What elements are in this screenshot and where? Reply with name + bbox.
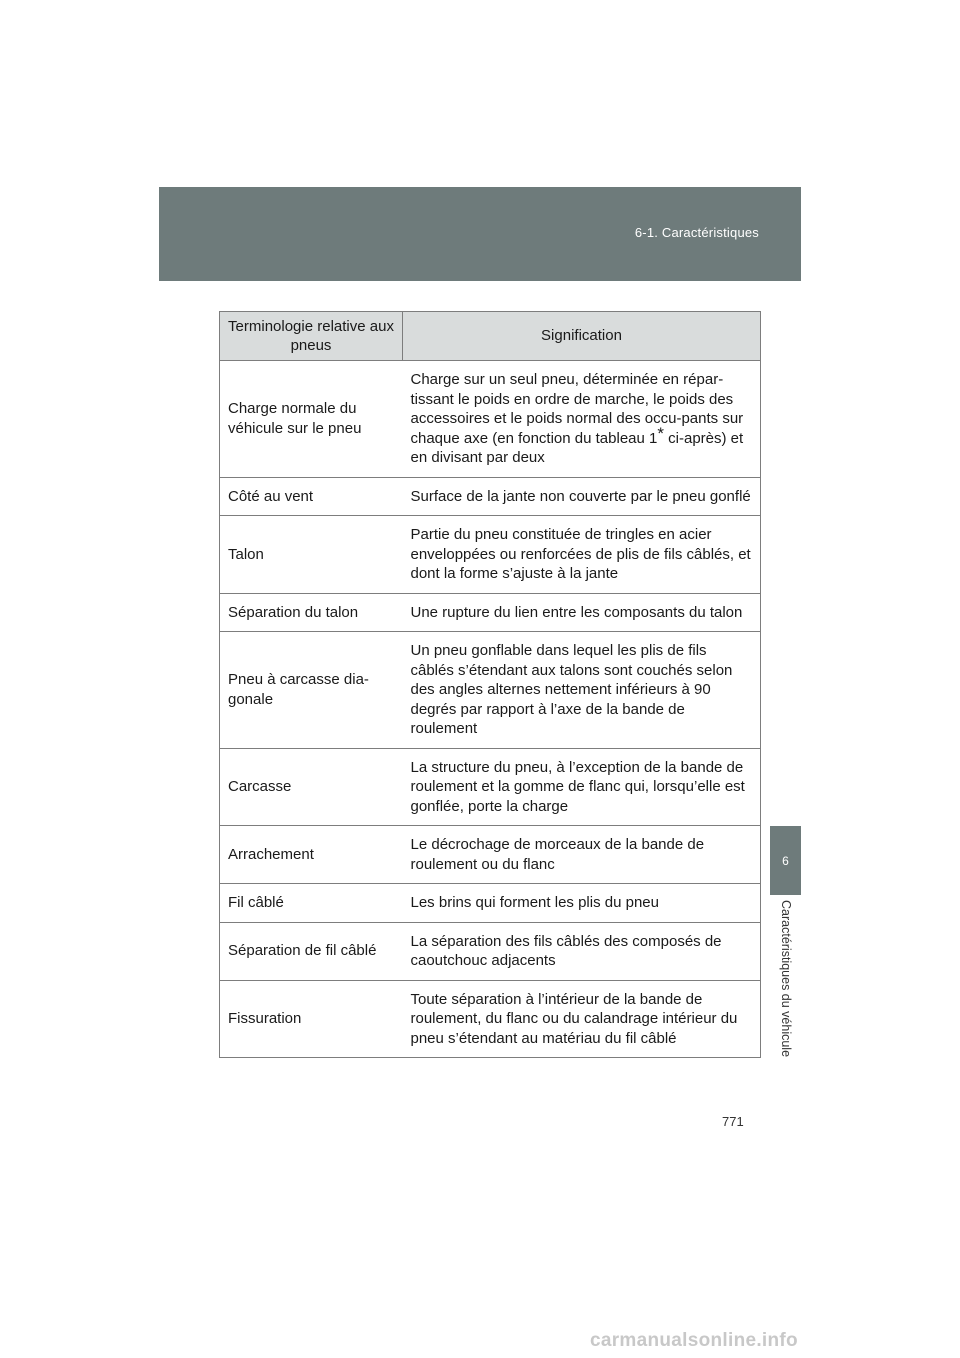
chapter-header-band [159, 187, 801, 281]
term-cell: Pneu à carcasse dia-gonale [220, 632, 403, 749]
term-cell: Séparation de fil câblé [220, 922, 403, 980]
meaning-text: Charge sur un seul pneu, déterminée en répar-tissant le poids en ordre de marche, le poids des accessoires et le poids normal des occu-pants sur chaque axe (en fonction du tableau 1 [410, 371, 744, 447]
meaning-cell: Partie du pneu constituée de tringles en acier enveloppées ou renforcées de plis de fils câblés, et dont la forme s’ajuste à la jante [403, 516, 761, 594]
table-row [220, 361, 761, 478]
term-cell: Talon [220, 516, 403, 594]
table-row [220, 477, 761, 516]
table-row [220, 748, 761, 826]
meaning-cell: Surface de la jante non couverte par le pneu gonflé [403, 477, 761, 516]
meaning-cell [403, 361, 761, 478]
footnote-marker: * [657, 423, 664, 443]
table-row [220, 980, 761, 1058]
term-cell: Séparation du talon [220, 593, 403, 632]
meaning-text-suffix: ci-après) et en divisant par deux [410, 429, 744, 466]
table-row [220, 884, 761, 923]
table-row [220, 826, 761, 884]
meaning-cell: Les brins qui forment les plis du pneu [403, 884, 761, 923]
chapter-tab [770, 826, 801, 895]
chapter-number: 6 [782, 854, 789, 868]
meaning-cell: La structure du pneu, à l’exception de la bande de roulement et la gomme de flanc qui, lorsqu’elle est gonflée, porte la charge [403, 748, 761, 826]
table-row [220, 922, 761, 980]
table-row [220, 632, 761, 749]
table-header-row [220, 312, 761, 361]
meaning-cell: La séparation des fils câblés des composés de caoutchouc adjacents [403, 922, 761, 980]
term-cell: Arrachement [220, 826, 403, 884]
table-row [220, 593, 761, 632]
watermark: carmanualsonline.info [590, 1330, 798, 1351]
table-row [220, 516, 761, 594]
meaning-cell: Toute séparation à l’intérieur de la bande de roulement, du flanc ou du calandrage intérieur du pneu s’étendant au matériau du fil câblé [403, 980, 761, 1058]
meaning-cell: Une rupture du lien entre les composants du talon [403, 593, 761, 632]
tire-terminology-table [219, 311, 761, 1058]
term-cell: Fil câblé [220, 884, 403, 923]
page-number: 771 [722, 1114, 744, 1129]
meaning-cell: Le décrochage de morceaux de la bande de roulement ou du flanc [403, 826, 761, 884]
meaning-cell: Un pneu gonflable dans lequel les plis de fils câblés s’étendant aux talons sont couchés selon des angles alternes nettement inférieurs à 90 degrés par rapport à l’axe de la bande de roulement [403, 632, 761, 749]
term-cell: Carcasse [220, 748, 403, 826]
chapter-title: Caractéristiques du véhicule [779, 900, 793, 1058]
term-cell: Charge normale du véhicule sur le pneu [220, 361, 403, 478]
section-title: 6-1. Caractéristiques [634, 225, 759, 240]
column-header-meaning: Signification [403, 312, 761, 361]
column-header-term: Terminologie relative aux pneus [220, 312, 403, 361]
term-cell: Fissuration [220, 980, 403, 1058]
term-cell: Côté au vent [220, 477, 403, 516]
